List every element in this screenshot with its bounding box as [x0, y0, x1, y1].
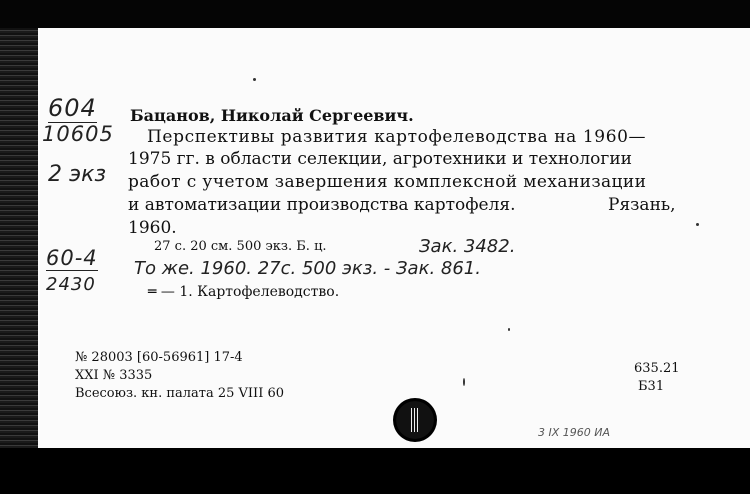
title-line-2: 1975 гг. в области селекции, агротехники и технологии: [128, 149, 632, 169]
bottom-date-note: 3 IX 1960 ИА: [538, 426, 611, 439]
author-mark: Б31: [638, 379, 665, 394]
title-line-1: Перспективы развития картофелеводства на 1960—: [147, 127, 647, 147]
accession-number-bottom: 2430: [46, 274, 96, 295]
speck: [463, 378, 465, 386]
scan-border-bottom: [0, 448, 750, 494]
scan-border-left: [0, 28, 38, 448]
publication-place: Рязань,: [608, 195, 676, 215]
call-number-bottom: 60-4: [46, 246, 98, 270]
speck: [696, 223, 699, 226]
call-number-top: 604: [48, 94, 97, 122]
order-number-handwritten: Зак. 3482.: [419, 236, 516, 257]
record-number: № 28003 [60-56961] 17-4: [75, 350, 243, 365]
subject-heading: ═ — 1. Картофелеводство.: [148, 284, 340, 300]
punch-hole-stamp: [393, 398, 437, 442]
speck: [253, 78, 256, 81]
accession-number-top: 10605: [42, 122, 114, 146]
same-edition-note: То же. 1960. 27с. 500 экз. - Зак. 861.: [134, 258, 481, 279]
title-line-4: и автоматизации производства картофеля.: [128, 195, 516, 215]
speck: [508, 328, 510, 331]
title-line-3: работ с учетом завершения комплексной механизации: [128, 172, 647, 192]
catalog-card: [38, 28, 750, 448]
record-section: XXI № 3335: [75, 368, 153, 383]
chamber-registration: Всесоюз. кн. палата 25 VIII 60: [75, 386, 285, 401]
copies-note: 2 экз: [48, 162, 107, 187]
classification-code: 635.21: [634, 361, 680, 376]
author-heading: Бацанов, Николай Сергеевич.: [130, 106, 414, 125]
scan-border-top: [0, 0, 750, 28]
publication-year: 1960.: [128, 218, 177, 238]
physical-description: 27 с. 20 см. 500 экз. Б. ц.: [154, 239, 327, 254]
